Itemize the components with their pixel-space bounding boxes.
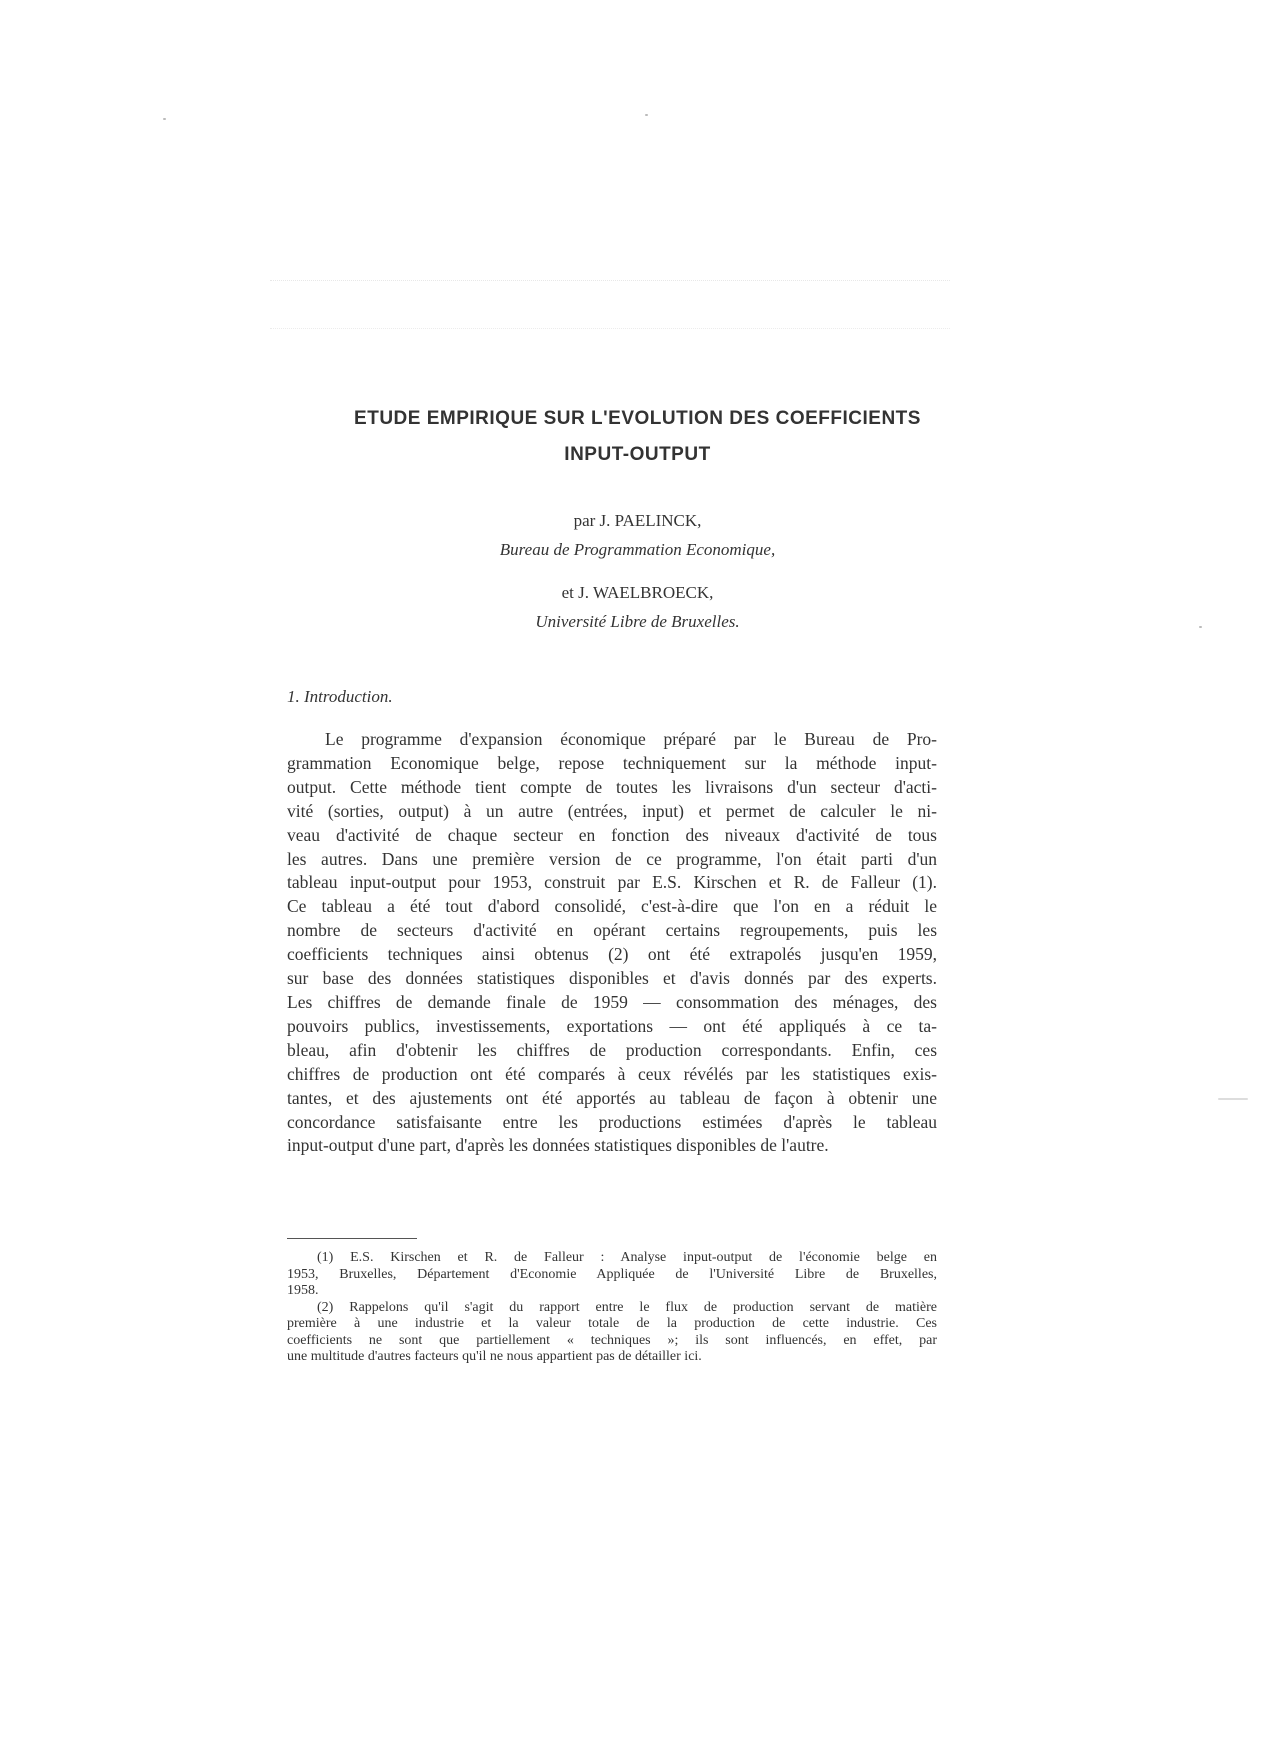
body-line: veau d'activité de chaque secteur en fonction des niveaux d'activité de tous <box>287 824 937 845</box>
body-line: Ce tableau a été tout d'abord consolidé, c'est-à-dire que l'on en a réduit le <box>287 896 937 917</box>
body-line: tableau input-output pour 1953, construit par E.S. Kirschen et R. de Falleur (1). <box>287 872 937 893</box>
body-line: input-output d'une part, d'après les données statistiques disponibles de l'autre. <box>287 1135 829 1156</box>
body-line: sur base des données statistiques disponibles et d'avis donnés par des experts. <box>287 968 937 989</box>
scan-speck <box>645 114 648 116</box>
body-line: les autres. Dans une première version de ce programme, l'on était parti d'un <box>287 848 937 869</box>
body-line: vité (sorties, output) à un autre (entrées, input) et permet de calculer le ni- <box>287 800 937 821</box>
body-line: bleau, afin d'obtenir les chiffres de production correspondants. Enfin, ces <box>287 1039 937 1060</box>
footnote-line: première à une industrie et la valeur totale de la production de cette industrie. Ces <box>287 1316 937 1331</box>
section-heading <box>287 687 393 707</box>
body-line: tantes, et des ajustements ont été apportés au tableau de façon à obtenir une <box>287 1087 937 1108</box>
bleed-through-line <box>270 280 950 283</box>
body-line: nombre de secteurs d'activité en opérant certains regroupements, puis les <box>287 920 937 941</box>
footnotes <box>287 1250 937 1366</box>
body-line: coefficients techniques ainsi obtenus (2) ont été extrapolés jusqu'en 1959, <box>287 944 937 965</box>
body-line: concordance satisfaisante entre les productions estimées d'après le tableau <box>287 1111 937 1132</box>
footnote-divider <box>287 1238 417 1239</box>
scan-speck <box>163 118 166 120</box>
body-line: Le programme d'expansion économique préparé par le Bureau de Pro- <box>325 729 937 749</box>
footnote-line: 1958. <box>287 1283 319 1298</box>
affiliation-1: Bureau de Programmation Economique, <box>499 540 776 559</box>
body-line: Les chiffres de demande finale de 1959 — consommation des ménages, des <box>287 991 937 1012</box>
scan-speck <box>1218 1098 1248 1100</box>
title-line-1: ETUDE EMPIRIQUE SUR L'EVOLUTION DES COEFFICIENTS <box>354 408 921 429</box>
title-line-2: INPUT-OUTPUT <box>564 444 711 465</box>
footnote-line: coefficients ne sont que partiellement « techniques »; ils sont influencés, en effet, par <box>287 1332 937 1348</box>
body-paragraph <box>287 728 937 1158</box>
author-2: et J. WAELBROECK, <box>561 583 714 602</box>
footnote-line: (2) Rappelons qu'il s'agit du rapport entre le flux de production servant de matière <box>317 1299 937 1315</box>
affiliation-2: Université Libre de Bruxelles. <box>535 612 740 631</box>
section-heading-text: 1. Introduction. <box>287 687 393 706</box>
bleed-through-line <box>270 328 950 331</box>
author-1: par J. PAELINCK, <box>573 511 702 530</box>
footnote-line: une multitude d'autres facteurs qu'il ne nous appartient pas de détailler ici. <box>287 1349 702 1364</box>
body-line: output. Cette méthode tient compte de toutes les livraisons d'un secteur d'acti- <box>287 776 937 797</box>
body-line: chiffres de production ont été comparés à ceux révélés par les statistiques exis- <box>287 1063 937 1084</box>
body-line: pouvoirs publics, investissements, exportations — ont été appliqués à ce ta- <box>287 1015 937 1036</box>
footnote-line: 1953, Bruxelles, Département d'Economie Appliquée de l'Université Libre de Bruxelles, <box>287 1266 937 1282</box>
body-line: grammation Economique belge, repose techniquement sur la méthode input- <box>287 752 937 773</box>
footnote-line: (1) E.S. Kirschen et R. de Falleur : Analyse input-output de l'économie belge en <box>317 1250 937 1265</box>
